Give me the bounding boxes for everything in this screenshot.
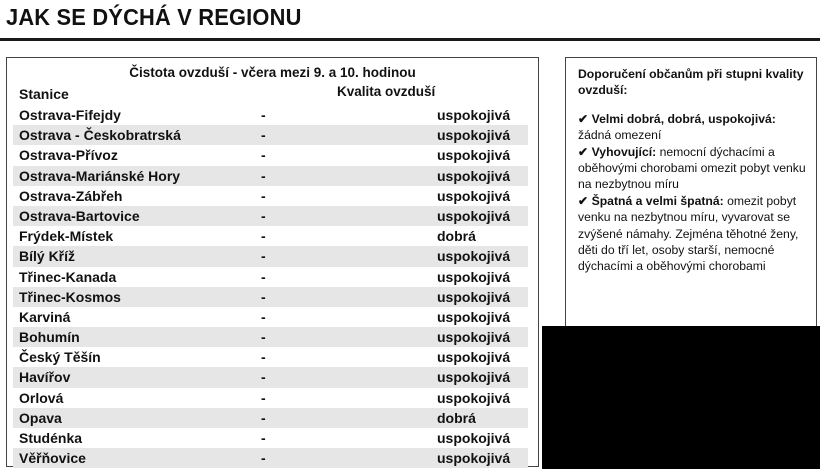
recommendation-item bbox=[578, 111, 807, 144]
recommendation-label: Velmi dobrá, dobrá, uspokojivá: bbox=[591, 111, 776, 126]
row-dash: - bbox=[261, 147, 266, 164]
recommendation-list bbox=[578, 111, 807, 275]
station-name: Ostrava-Mariánské Hory bbox=[19, 167, 181, 184]
recommendation-item bbox=[578, 144, 807, 193]
station-name: Ostrava-Přívoz bbox=[19, 147, 118, 164]
table-row bbox=[13, 186, 528, 206]
quality-value: uspokojivá bbox=[437, 288, 511, 305]
quality-value: uspokojivá bbox=[437, 450, 511, 467]
table-row bbox=[13, 428, 528, 448]
row-dash: - bbox=[261, 349, 266, 366]
table-row bbox=[13, 367, 528, 387]
row-dash: - bbox=[261, 450, 266, 467]
station-name: Bohumín bbox=[19, 329, 80, 346]
air-quality-table bbox=[6, 57, 539, 467]
row-dash: - bbox=[261, 107, 266, 123]
row-dash: - bbox=[261, 369, 266, 386]
row-dash: - bbox=[261, 409, 266, 426]
table-row bbox=[13, 226, 528, 246]
recommendation-box bbox=[565, 57, 817, 329]
row-dash: - bbox=[261, 288, 266, 305]
row-dash: - bbox=[261, 127, 266, 144]
quality-value: uspokojivá bbox=[437, 167, 511, 184]
station-name: Ostrava-Fifejdy bbox=[19, 107, 121, 123]
quality-value: uspokojivá bbox=[437, 308, 511, 325]
recommendation-text: žádná omezení bbox=[578, 128, 662, 143]
checkmark-icon: ✔ bbox=[578, 111, 589, 126]
row-dash: - bbox=[261, 389, 266, 406]
table-row bbox=[13, 125, 528, 145]
page-headline: JAK SE DÝCHÁ V REGIONU bbox=[6, 4, 302, 30]
station-name: Studénka bbox=[19, 430, 83, 446]
station-name: Bílý Kříž bbox=[19, 248, 76, 265]
checkmark-icon: ✔ bbox=[578, 193, 589, 208]
table-row bbox=[13, 166, 528, 186]
station-name: Věřňovice bbox=[19, 450, 86, 467]
table-row bbox=[13, 145, 528, 165]
table-row bbox=[13, 347, 528, 367]
table-row bbox=[13, 287, 528, 307]
quality-value: uspokojivá bbox=[437, 107, 511, 123]
station-name: Ostrava-Bartovice bbox=[19, 207, 140, 224]
checkmark-icon: ✔ bbox=[578, 144, 589, 159]
quality-value: uspokojivá bbox=[437, 430, 511, 446]
station-name: Frýdek-Místek bbox=[19, 228, 114, 245]
row-dash: - bbox=[261, 329, 266, 346]
table-row bbox=[13, 246, 528, 266]
table-title: Čistota ovzduší - včera mezi 9. a 10. hodinou bbox=[129, 65, 416, 80]
quality-value: uspokojivá bbox=[437, 349, 511, 366]
table-row bbox=[13, 388, 528, 408]
station-name: Ostrava - Českobratrská bbox=[19, 127, 181, 144]
quality-value: dobrá bbox=[437, 228, 476, 245]
row-dash: - bbox=[261, 268, 266, 285]
station-name: Český Těšín bbox=[19, 349, 101, 366]
table-rows bbox=[13, 105, 528, 468]
station-name: Třinec-Kosmos bbox=[19, 288, 121, 305]
table-row bbox=[13, 105, 528, 125]
row-dash: - bbox=[261, 430, 266, 446]
headline-rule bbox=[0, 38, 820, 41]
row-dash: - bbox=[261, 228, 266, 245]
station-name: Orlová bbox=[19, 389, 64, 406]
row-dash: - bbox=[261, 248, 266, 265]
quality-value: uspokojivá bbox=[437, 329, 511, 346]
recommendation-label: Vyhovující: bbox=[591, 144, 657, 159]
quality-value: uspokojivá bbox=[437, 187, 511, 204]
table-row bbox=[13, 206, 528, 226]
row-dash: - bbox=[261, 308, 266, 325]
quality-value: uspokojivá bbox=[437, 268, 511, 285]
recommendation-text: nemocní dýchacími a oběhovými chorobami omezit pobyt venku na nezbytnou míru bbox=[578, 144, 806, 192]
quality-value: uspokojivá bbox=[437, 369, 511, 386]
table-row bbox=[13, 448, 528, 468]
station-name: Havířov bbox=[19, 369, 71, 386]
quality-value: uspokojivá bbox=[437, 389, 511, 406]
black-area bbox=[542, 326, 820, 469]
recommendation-text: omezit pobyt venku na nezbytnou míru, vyvarovat se zvýšené námahy. Zejména těhotné ženy, děti do tří let, osoby starší, nemocné dýchacími a oběhovými chorobami bbox=[578, 193, 799, 274]
table-row bbox=[13, 267, 528, 287]
quality-value: uspokojivá bbox=[437, 127, 511, 144]
recommendation-item bbox=[578, 193, 807, 275]
column-header-quality: Kvalita ovzduší bbox=[337, 84, 436, 99]
quality-value: uspokojivá bbox=[437, 207, 511, 224]
quality-value: uspokojivá bbox=[437, 248, 511, 265]
row-dash: - bbox=[261, 207, 266, 224]
table-row bbox=[13, 327, 528, 347]
quality-value: uspokojivá bbox=[437, 147, 511, 164]
table-row bbox=[13, 307, 528, 327]
recommendation-label: Špatná a velmi špatná: bbox=[591, 193, 724, 208]
row-dash: - bbox=[261, 187, 266, 204]
column-header-station: Stanice bbox=[19, 86, 69, 102]
quality-value: dobrá bbox=[437, 409, 476, 426]
row-dash: - bbox=[261, 167, 266, 184]
table-row bbox=[13, 408, 528, 428]
station-name: Třinec-Kanada bbox=[19, 268, 117, 285]
station-name: Karviná bbox=[19, 308, 71, 325]
recommendation-title: Doporučení občanům při stupni kvality ovzduší: bbox=[578, 67, 804, 98]
station-name: Opava bbox=[19, 409, 62, 426]
station-name: Ostrava-Zábřeh bbox=[19, 187, 123, 204]
